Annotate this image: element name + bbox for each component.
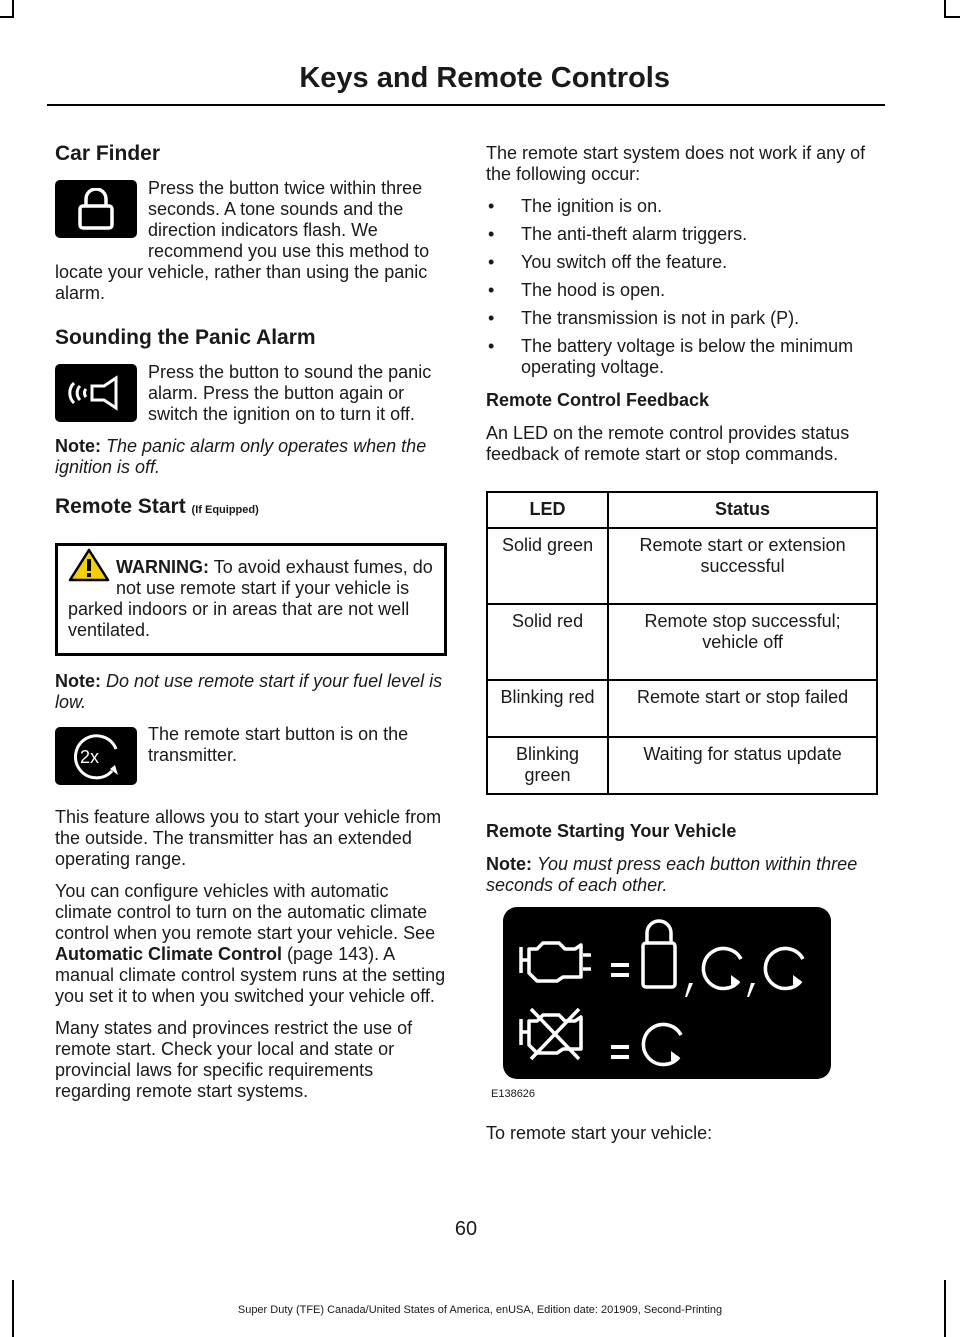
fuel-note (55, 671, 447, 713)
note-label: Note: (55, 671, 101, 691)
table-row (487, 604, 877, 680)
remote-start-diagram (503, 907, 831, 1079)
note-label: Note: (486, 854, 532, 874)
feedback-text: An LED on the remote control provides status feedback of remote start or stop commands. (486, 423, 850, 464)
table-header-row (487, 492, 877, 528)
panic-note (55, 436, 447, 478)
laws-para: Many states and provinces restrict the use of remote start. Check your local and state or provincial laws for specific requirements regarding remote start systems. (55, 1018, 413, 1101)
panic-alarm-icon (55, 364, 137, 422)
note-label: Note: (55, 436, 101, 456)
table-row (487, 737, 877, 794)
warning-icon (68, 548, 110, 582)
note-text: Do not use remote start if your fuel level is low. (55, 671, 443, 712)
starting-heading: Remote Starting Your Vehicle (486, 821, 737, 841)
remote-start-2x-icon (55, 727, 137, 785)
climate-para (55, 881, 447, 1007)
table-cell: Solid green (487, 528, 608, 604)
table-cell: Blinking red (487, 680, 608, 737)
table-cell: Remote start or stop failed (608, 680, 877, 737)
led-status-table (486, 491, 878, 795)
warning-label: WARNING: (116, 557, 209, 577)
icon-2x-text: 2x (80, 747, 100, 767)
left-column (55, 143, 447, 1113)
table-cell: Blinking green (487, 737, 608, 794)
panic-alarm-text: Press the button to sound the panic alarm. Press the button again or switch the ignition on to turn it off. (148, 362, 432, 424)
to-start-text: To remote start your vehicle: (486, 1123, 713, 1143)
page-title: Keys and Remote Controls (299, 62, 670, 94)
intro-text: The remote start system does not work if any of the following occur: (486, 143, 866, 184)
footer-text: Super Duty (TFE) Canada/United States of America, enUSA, Edition date: 201909, Second-Printing (237, 1304, 723, 1316)
remote-start-title: Remote Start (55, 495, 186, 518)
page-number: 60 (454, 1218, 478, 1240)
lock-icon (647, 921, 671, 943)
panic-alarm-heading: Sounding the Panic Alarm (55, 326, 316, 349)
transmitter-text: The remote start button is on the transmitter. (148, 724, 409, 765)
list-item: • You switch off the feature. (486, 252, 878, 273)
list-item: • The transmission is not in park (P). (486, 308, 878, 329)
figure-id: E138626 (491, 1088, 536, 1100)
if-equipped-label: (If Equipped) (191, 504, 259, 516)
table-cell: Remote start or extension successful (608, 528, 877, 604)
feature-para: This feature allows you to start your vehicle from the outside. The transmitter has an extended operating range. (55, 807, 442, 869)
table-cell: Waiting for status update (608, 737, 877, 794)
list-item: • The ignition is on. (486, 196, 878, 217)
remote-start-heading (55, 496, 447, 521)
car-finder-heading: Car Finder (55, 142, 161, 165)
climate-link[interactable]: Automatic Climate Control (55, 944, 283, 964)
engine-icon (521, 1015, 581, 1053)
list-item: • The battery voltage is below the minimum operating voltage. (486, 336, 878, 378)
crop-mark (944, 16, 960, 18)
table-cell: Remote stop successful; vehicle off (608, 604, 877, 680)
list-item: • The anti-theft alarm triggers. (486, 224, 878, 245)
warning-text: To avoid exhaust fumes, do not use remote start if your vehicle is parked indoors or in areas that are not well ventilated. (68, 557, 433, 640)
list-item: • The hood is open. (486, 280, 878, 301)
starting-note (486, 854, 878, 896)
car-finder-text: Press the button twice within three seconds. A tone sounds and the direction indicators flash. We recommend you use this method to locate your vehicle, rather than using the panic alarm. (55, 178, 430, 303)
column-header: Status (608, 492, 877, 528)
note-text: The panic alarm only operates when the ignition is off. (55, 436, 427, 477)
note-text: You must press each button within three seconds of each other. (486, 854, 858, 895)
table-cell: Solid red (487, 604, 608, 680)
lock-icon (55, 180, 137, 238)
table-row (487, 528, 877, 604)
right-column (486, 143, 878, 1155)
feedback-heading: Remote Control Feedback (486, 390, 710, 410)
table-row (487, 680, 877, 737)
conditions-list (486, 196, 878, 378)
crop-mark (0, 16, 14, 18)
column-header: LED (487, 492, 608, 528)
climate-text-b: (page 143). A manual climate control system runs at the setting you set it to when you switched your vehicle off. (55, 944, 446, 1006)
engine-icon (521, 943, 581, 981)
climate-text: You can configure vehicles with automatic climate control to turn on the automatic climate control when you remote start your vehicle. See (55, 881, 436, 943)
warning-box (55, 543, 447, 656)
header-rule (47, 104, 885, 106)
